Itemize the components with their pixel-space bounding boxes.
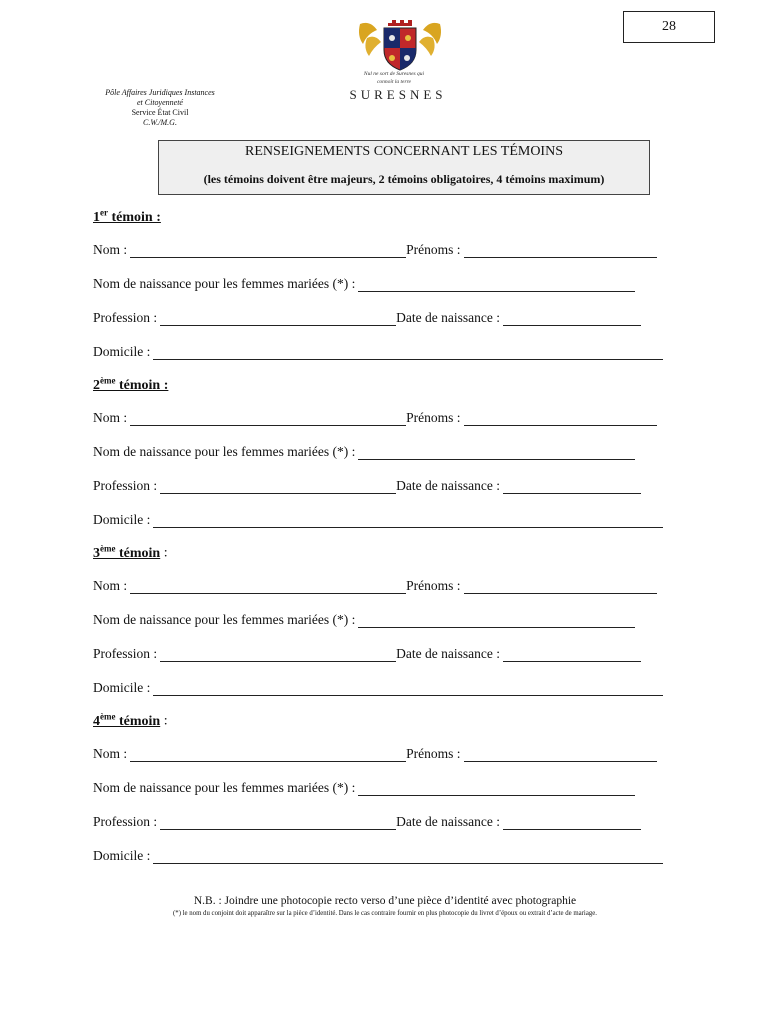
dept-line-4: C.W./M.G. — [143, 118, 177, 127]
nom-naissance-row — [93, 442, 635, 460]
dept-line-2: et Citoyenneté — [137, 98, 183, 107]
date-naissance-label: Date de naissance : — [396, 310, 500, 325]
profession-row — [93, 476, 641, 494]
form-title: RENSEIGNEMENTS CONCERNANT LES TÉMOINS — [245, 144, 563, 159]
witness-heading: 2ème témoin : — [93, 375, 169, 393]
profession-label: Profession : — [93, 646, 158, 661]
date-naissance-field[interactable] — [503, 313, 641, 326]
page-number: 28 — [623, 11, 715, 43]
nom-field[interactable] — [130, 581, 406, 594]
nom-naissance-label: Nom de naissance pour les femmes mariées (*) : — [93, 612, 356, 627]
domicile-label: Domicile : — [93, 512, 151, 527]
profession-label: Profession : — [93, 310, 158, 325]
nom-label: Nom : — [93, 242, 128, 257]
profession-field[interactable] — [160, 817, 396, 830]
domicile-row — [93, 342, 663, 360]
nom-naissance-row — [93, 274, 635, 292]
nom-naissance-label: Nom de naissance pour les femmes mariées (*) : — [93, 780, 356, 795]
title-box — [158, 140, 650, 195]
prenoms-field[interactable] — [464, 413, 657, 426]
date-naissance-label: Date de naissance : — [396, 814, 500, 829]
nom-row — [93, 240, 657, 258]
city-crest-icon — [355, 20, 445, 72]
date-naissance-label: Date de naissance : — [396, 646, 500, 661]
dept-line-1: Pôle Affaires Juridiques Instances — [105, 88, 215, 97]
nom-row — [93, 576, 657, 594]
witness-section-4 — [93, 711, 693, 863]
domicile-label: Domicile : — [93, 344, 151, 359]
nom-naissance-field[interactable] — [358, 615, 635, 628]
profession-label: Profession : — [93, 814, 158, 829]
nom-label: Nom : — [93, 578, 128, 593]
nom-row — [93, 408, 657, 426]
profession-label: Profession : — [93, 478, 158, 493]
profession-row — [93, 812, 641, 830]
domicile-label: Domicile : — [93, 848, 151, 863]
prenoms-label: Prénoms : — [406, 578, 461, 593]
date-naissance-field[interactable] — [503, 649, 641, 662]
domicile-row — [93, 678, 663, 696]
nom-field[interactable] — [130, 413, 406, 426]
domicile-field[interactable] — [153, 851, 663, 864]
nom-naissance-field[interactable] — [358, 447, 635, 460]
nom-label: Nom : — [93, 746, 128, 761]
domicile-field[interactable] — [153, 683, 663, 696]
footnote: (*) le nom du conjoint doit apparaître sur la pièce d’identité. Dans le cas contraire fournir en plus photocopie du livret d’époux ou extrait d’acte de mariage. — [173, 910, 597, 917]
prenoms-field[interactable] — [464, 581, 657, 594]
witness-section-1 — [93, 207, 693, 359]
dept-line-3: Service État Civil — [131, 108, 189, 117]
nom-naissance-row — [93, 610, 635, 628]
nom-row — [93, 744, 657, 762]
profession-row — [93, 308, 641, 326]
department-block — [90, 88, 230, 128]
witness-section-3 — [93, 543, 693, 695]
nom-label: Nom : — [93, 410, 128, 425]
prenoms-label: Prénoms : — [406, 746, 461, 761]
domicile-field[interactable] — [153, 347, 663, 360]
nom-naissance-field[interactable] — [358, 783, 635, 796]
nom-field[interactable] — [130, 749, 406, 762]
nb-note: N.B. : Joindre une photocopie recto verso d’une pièce d’identité avec photographie — [193, 895, 577, 907]
nom-field[interactable] — [130, 245, 406, 258]
domicile-field[interactable] — [153, 515, 663, 528]
prenoms-field[interactable] — [464, 245, 657, 258]
suresnes-logo — [338, 20, 458, 102]
date-naissance-label: Date de naissance : — [396, 478, 500, 493]
form-subtitle: (les témoins doivent être majeurs, 2 témoins obligatoires, 4 témoins maximum) — [203, 172, 605, 186]
nom-naissance-label: Nom de naissance pour les femmes mariées (*) : — [93, 444, 356, 459]
domicile-row — [93, 510, 663, 528]
city-motto: Nul ne sort de Suresnes qui connoît la terre — [363, 71, 425, 85]
profession-field[interactable] — [160, 481, 396, 494]
date-naissance-field[interactable] — [503, 817, 641, 830]
city-name: SURESNES — [349, 87, 447, 102]
witness-section-2 — [93, 375, 693, 527]
profession-field[interactable] — [160, 313, 396, 326]
profession-field[interactable] — [160, 649, 396, 662]
nom-naissance-row — [93, 778, 635, 796]
profession-row — [93, 644, 641, 662]
prenoms-field[interactable] — [464, 749, 657, 762]
domicile-row — [93, 846, 663, 864]
witness-heading: 4ème témoin : — [93, 711, 168, 729]
nom-naissance-label: Nom de naissance pour les femmes mariées (*) : — [93, 276, 356, 291]
prenoms-label: Prénoms : — [406, 242, 461, 257]
date-naissance-field[interactable] — [503, 481, 641, 494]
witness-heading: 3ème témoin : — [93, 543, 168, 561]
prenoms-label: Prénoms : — [406, 410, 461, 425]
witness-heading: 1er témoin : — [93, 207, 161, 225]
domicile-label: Domicile : — [93, 680, 151, 695]
nom-naissance-field[interactable] — [358, 279, 635, 292]
